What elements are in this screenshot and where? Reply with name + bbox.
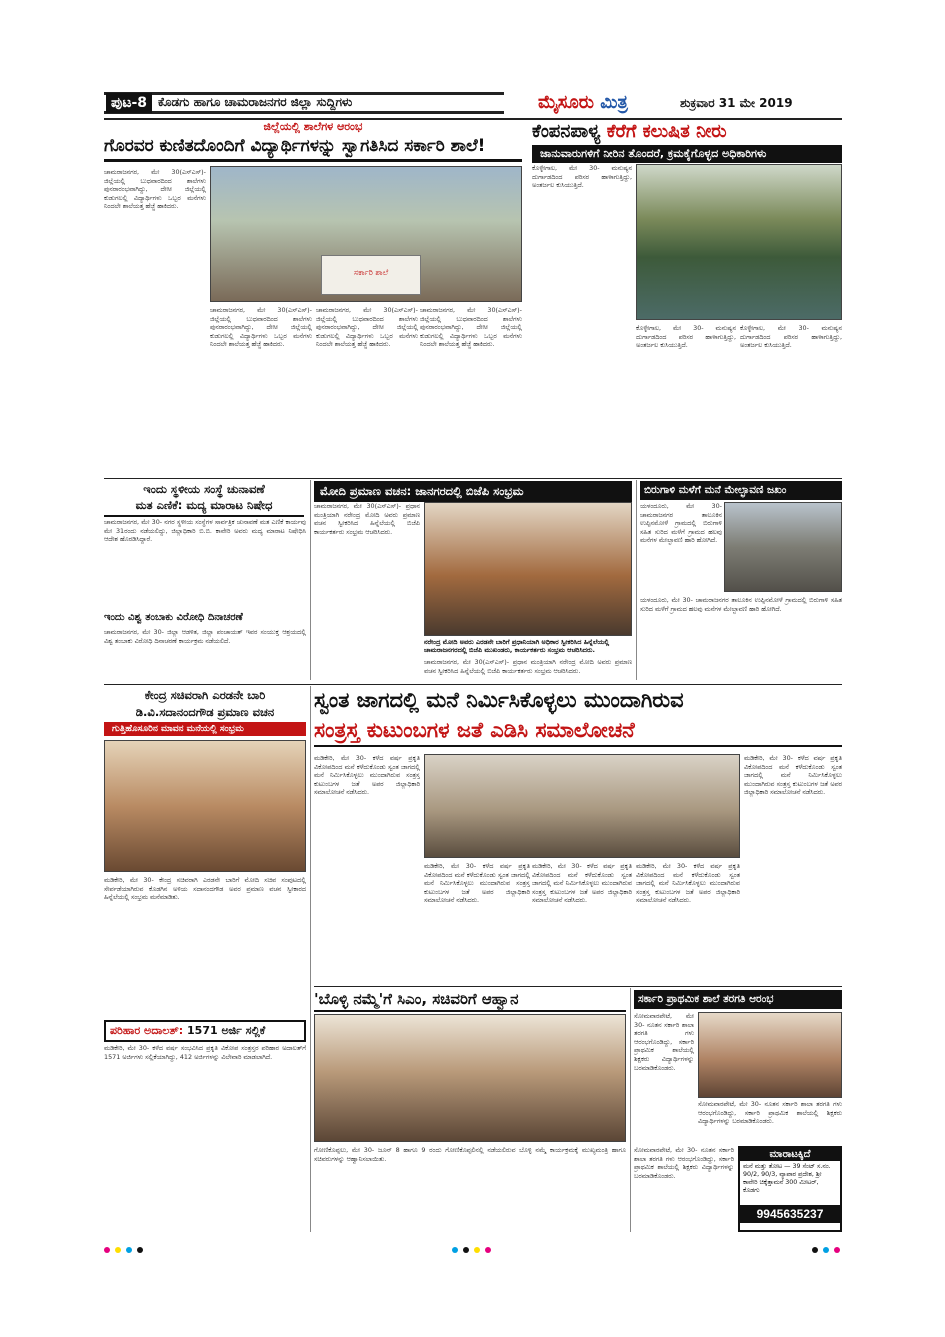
school-photo xyxy=(210,166,522,302)
modi-body: ಚಾಮರಾಜನಗರ, ಮೇ 30(ಎಸ್‌ಎಸ್)- ಪ್ರಧಾನ ಮಂತ್ರಿಯಾಗಿ ನರೇಂದ್ರ ಮೋದಿ ಅವರು ಪ್ರಮಾಣ ವಚನ ಸ್ವೀಕರಿಸಿದ ಹಿನ್ನೆಲೆಯಲ್ಲಿ ಬಿಜೆಪಿ ಕಾರ್ಯಕರ್ತರು ಸಂಭ್ರಮ ಆಚರಿಸಿದರು. xyxy=(314,502,420,536)
lake-body-col2: ಕೊಳ್ಳೇಗಾಲ, ಮೇ 30- ಮನುಷ್ಯನ ದುರ್ಗಾಡದಿಂದ ಪರಿಸರ ಹಾಳಾಗುತ್ತಿದ್ದು, ಅಂತರ್ಜಲ ಕುಸಿಯುತ್ತಿದೆ. xyxy=(636,324,736,350)
adc-body-col3: ಮಡಿಕೇರಿ, ಮೇ 30- ಕಳೆದ ವರ್ಷ ಪ್ರಕೃತಿ ವಿಕೋಪದಿಂದ ಮನೆ ಕಳೆದುಕೊಂಡು ಸ್ವಂತ ಜಾಗದಲ್ಲಿ ಮನೆ ನಿರ್ಮಿಸಿಕೊಳ್ಳಲು ಮುಂದಾಗಿರುವ ಸಂತ್ರಸ್ತ ಕುಟುಂಬಗಳ ಜತೆ ಅಪರ ಜಿಲ್ಲಾಧಿಕಾರಿ ಸಮಾಲೋಚನೆ ನಡೆಸಿದರು. xyxy=(532,862,632,905)
logo-part-a: ಮೈಸೂರು xyxy=(538,92,594,113)
lake-headline xyxy=(532,121,842,142)
wind-headline: ಬಿರುಗಾಳಿ ಮಳೆಗೆ ಮನೆ ಮೇಲ್ಛಾವಣಿ ಜಖಂ xyxy=(640,481,842,500)
lake-headline-a: ಕೆಂಪನಪಾಳ್ಯ xyxy=(532,121,601,142)
lake-headline-b: ಕೆರೆಗೆ ಕಲುಷಿತ ನೀರು xyxy=(606,121,727,142)
adalat-headline-b: 1571 ಅರ್ಜಿ ಸಲ್ಲಿಕೆ xyxy=(187,1024,266,1037)
divider xyxy=(310,686,311,1232)
minister-headline-1: ಕೇಂದ್ರ ಸಚಿವರಾಗಿ ಎರಡನೇ ಬಾರಿ xyxy=(144,688,266,702)
wind-body: ಯಳಂದೂರು, ಮೇ 30- ಚಾಮರಾಜನಗರ ತಾಲೂಕಿನ ಉಪ್ಪಿನಮೋಳೆ ಗ್ರಾಮದಲ್ಲಿ ಬಿರುಗಾಳಿ ಸಹಿತ ಸುರಿದ ಮಳೆಗೆ ಗ್ರಾಮದ ಹಲವು ಮನೆಗಳ ಮೇಲ್ಛಾವಣಿ ಹಾರಿ ಹೋಗಿದೆ. xyxy=(640,502,722,545)
govschool-headline: ಸರ್ಕಾರಿ ಪ್ರಾಥಮಿಕ ಶಾಲೆ ತರಗತಿ ಆರಂಭ xyxy=(634,990,842,1009)
lake-photo xyxy=(636,164,842,320)
classified-body: ಮನೆ ಮತ್ತು ತೋಟ — 39 ಸೆಂಟ್ ಸ.ನಂ. 90/2, 90/3, ವ್ಯಾಪಾರ ಪ್ರದೇಶ, ಶ್ರೀ ಕಾವೇರಿ ಚಿಕ್ಕೆತ್ತಾಮನೆ 300 ಮೀಟರ್, ಕೊಡಗು xyxy=(743,1163,831,1194)
row2-rule xyxy=(104,684,842,685)
govschool-body: ಸೋಮವಾರಪೇಟೆ, ಮೇ 30- ನೂತನ ಸರ್ಕಾರಿ ಶಾಲಾ ತರಗತಿ ಗಳು ಆರಂಭಗೊಂಡಿದ್ದು, ಸರ್ಕಾರಿ ಪ್ರಾಥಮಿಕ ಶಾಲೆಯಲ್ಲಿ ಶಿಕ್ಷಕರು ವಿದ್ಯಾರ್ಥಿಗಳನ್ನು ಬರಮಾಡಿಕೊಂಡರು. xyxy=(634,1012,694,1072)
divider xyxy=(636,480,637,680)
govschool-body-col2: ಸೋಮವಾರಪೇಟೆ, ಮೇ 30- ನೂತನ ಸರ್ಕಾರಿ ಶಾಲಾ ತರಗತಿ ಗಳು ಆರಂಭಗೊಂಡಿದ್ದು, ಸರ್ಕಾರಿ ಪ್ರಾಥಮಿಕ ಶಾಲೆಯಲ್ಲಿ ಶಿಕ್ಷಕರು ವಿದ್ಯಾರ್ಥಿಗಳನ್ನು ಬರಮಾಡಿಕೊಂಡರು. xyxy=(698,1100,842,1126)
minister-photo xyxy=(104,740,306,872)
adc-headline-1: ಸ್ವಂತ ಜಾಗದಲ್ಲಿ ಮನೆ ನಿರ್ಮಿಸಿಕೊಳ್ಳಲು ಮುಂದಾಗಿರುವ xyxy=(314,688,684,712)
modi-caption: ನರೇಂದ್ರ ಮೋದಿ ಅವರು ಎರಡನೇ ಬಾರಿಗೆ ಪ್ರಧಾನಿಯಾಗಿ ಅಧಿಕಾರ ಸ್ವೀಕರಿಸಿದ ಹಿನ್ನೆಲೆಯಲ್ಲಿ ಚಾಮರಾಜನಗರದಲ್ಲಿ ಬಿಜೆಪಿ ಮುಖಂಡರು, ಕಾರ್ಯಕರ್ತರು ಸಂಭ್ರಮ ಆಚರಿಸಿದರು. xyxy=(424,638,610,654)
adc-body-col4: ಮಡಿಕೇರಿ, ಮೇ 30- ಕಳೆದ ವರ್ಷ ಪ್ರಕೃತಿ ವಿಕೋಪದಿಂದ ಮನೆ ಕಳೆದುಕೊಂಡು ಸ್ವಂತ ಜಾಗದಲ್ಲಿ ಮನೆ ನಿರ್ಮಿಸಿಕೊಳ್ಳಲು ಮುಂದಾಗಿರುವ ಸಂತ್ರಸ್ತ ಕುಟುಂಬಗಳ ಜತೆ ಅಪರ ಜಿಲ್ಲಾಧಿಕಾರಿ ಸಮಾಲೋಚನೆ ನಡೆಸಿದರು. xyxy=(744,754,842,797)
classified-title: ಮಾರಾಟಕ್ಕಿದೆ xyxy=(740,1148,840,1161)
adc-headline-2: ಸಂತ್ರಸ್ತ ಕುಟುಂಬಗಳ ಜತೆ ಎಡಿಸಿ ಸಮಾಲೋಚನೆ xyxy=(314,718,842,747)
invite-photo xyxy=(314,1014,626,1142)
modi-headline: ಮೋದಿ ಪ್ರಮಾಣ ವಚನ: ಜಾನಗರದಲ್ಲಿ ಬಿಜೆಪಿ ಸಂಭ್ರಮ xyxy=(314,481,632,502)
school-headline: ಗೊರವರ ಕುಣಿತದೊಂದಿಗೆ ವಿದ್ಯಾರ್ಥಿಗಳನ್ನು ಸ್ವಾಗತಿಸಿದ ಸರ್ಕಾರಿ ಶಾಲೆ! xyxy=(104,136,522,162)
paper-logo xyxy=(538,92,628,113)
adc-body: ಮಡಿಕೇರಿ, ಮೇ 30- ಕಳೆದ ವರ್ಷ ಪ್ರಕೃತಿ ವಿಕೋಪದಿಂದ ಮನೆ ಕಳೆದುಕೊಂಡು ಸ್ವಂತ ಜಾಗದಲ್ಲಿ ಮನೆ ನಿರ್ಮಿಸಿಕೊಳ್ಳಲು ಮುಂದಾಗಿರುವ ಸಂತ್ರಸ್ತ ಕುಟುಂಬಗಳ ಜತೆ ಅಪರ ಜಿಲ್ಲಾಧಿಕಾರಿ ಸಮಾಲೋಚನೆ ನಡೆಸಿದರು. xyxy=(314,754,420,797)
modi-body-col2: ಚಾಮರಾಜನಗರ, ಮೇ 30(ಎಸ್‌ಎಸ್)- ಪ್ರಧಾನ ಮಂತ್ರಿಯಾಗಿ ನರೇಂದ್ರ ಮೋದಿ ಅವರು ಪ್ರಮಾಣ ವಚನ ಸ್ವೀಕರಿಸಿದ ಹಿನ್ನೆಲೆಯಲ್ಲಿ ಬಿಜೆಪಿ ಕಾರ್ಯಕರ್ತರು ಸಂಭ್ರಮ ಆಚರಿಸಿದರು. xyxy=(424,658,632,675)
logo-part-b: ಮಿತ್ರ xyxy=(600,92,628,113)
section-title: ಕೊಡಗು ಹಾಗೂ ಚಾಮರಾಜನಗರ ಜಿಲ್ಲಾ ಸುದ್ದಿಗಳು xyxy=(158,95,353,109)
adc-photo xyxy=(424,754,740,858)
tobacco-body: ಚಾಮರಾಜನಗರ, ಮೇ 30- ಜಿಲ್ಲಾ ಆಡಳಿತ, ಜಿಲ್ಲಾ ಪಂಚಾಯತ್ ಇವರ ಸಂಯುಕ್ತ ಆಶ್ರಯದಲ್ಲಿ ವಿಶ್ವ ತಂಬಾಕು ವಿರೋಧಿ ದಿನಾಚರಣೆ ಕಾರ್ಯಕ್ರಮ ನಡೆಯಲಿದೆ. xyxy=(104,628,306,645)
invite-headline: 'ಬೊಳ್ಳಿ ನಮ್ಮೆ'ಗೆ ಸಿಎಂ, ಸಚಿವರಿಗೆ ಆಹ್ವಾನ xyxy=(314,990,626,1012)
school-kicker: ಜಿಲ್ಲೆಯಲ್ಲಿ ಶಾಲೆಗಳ ಆರಂಭ xyxy=(263,120,363,133)
election-body: ಚಾಮರಾಜನಗರ, ಮೇ 30- ನಗರ ಸ್ಥಳೀಯ ಸಂಸ್ಥೆಗಳ ಸಾರ್ವತ್ರಿಕ ಚುನಾವಣೆ ಮತ ಎಣಿಕೆ ಕಾರ್ಯವು ಮೇ 31ರಂದು ನಡೆಯಲಿದ್ದು, ಜಿಲ್ಲಾಧಿಕಾರಿ ಬಿ.ಬಿ. ಕಾವೇರಿ ಅವರು ಮದ್ಯ ಮಾರಾಟ ನಿಷೇಧಿಸಿ ಆದೇಶ ಹೊರಡಿಸಿದ್ದಾರೆ. xyxy=(104,518,306,544)
lake-body-col3: ಕೊಳ್ಳೇಗಾಲ, ಮೇ 30- ಮನುಷ್ಯನ ದುರ್ಗಾಡದಿಂದ ಪರಿಸರ ಹಾಳಾಗುತ್ತಿದ್ದು, ಅಂತರ್ಜಲ ಕುಸಿಯುತ್ತಿದೆ. xyxy=(740,324,842,350)
classified-box xyxy=(738,1146,842,1232)
school-body: ಚಾಮರಾಜನಗರ, ಮೇ 30(ಎಸ್‌ಎಸ್)- ಜಿಲ್ಲೆಯಲ್ಲಿ ಬುಧವಾರದಿಂದ ಶಾಲೆಗಳು ಪುನರಾರಂಭವಾಗಿದ್ದು, ದೇಸೀ ಜಿಲ್ಲೆಯಲ್ಲಿ ಕುಡುಗಲಲ್ಲಿ ವಿದ್ಯಾರ್ಥಿಗಳು ಒಬ್ಬರ ಮನೆಗಳು ನಿಂದಲೇ ಶಾಲೆಯತ್ತ ಹೆಜ್ಜೆ ಹಾಕಿದರು. xyxy=(104,168,206,211)
lake-strip: ಜಾನುವಾರುಗಳಿಗೆ ನೀರಿನ ತೊಂದರೆ, ಕ್ರಮಕೈಗೊಳ್ಳದ ಅಧಿಕಾರಿಗಳು xyxy=(532,145,842,163)
adalat-body: ಮಡಿಕೇರಿ, ಮೇ 30- ಕಳೆದ ವರ್ಷ ಸಂಭವಿಸಿದ ಪ್ರಕೃತಿ ವಿಕೋಪ ಸಂತ್ರಸ್ತರ ಪರಿಹಾರ ಅದಾಲತ್‌ಗೆ 1571 ಅರ್ಜಿಗಳು ಸಲ್ಲಿಕೆಯಾಗಿದ್ದು, 412 ಅರ್ಜಿಗಳನ್ನು ವಿಲೇವಾರಿ ಮಾಡಲಾಗಿದೆ. xyxy=(104,1044,306,1061)
adalat-headline-a: ಪರಿಹಾರ ಅದಾಲತ್: xyxy=(110,1024,184,1037)
row3-rule xyxy=(314,986,842,987)
modi-photo xyxy=(424,502,632,636)
print-dots xyxy=(452,1238,491,1257)
school-banner: ಸರ್ಕಾರಿ ಶಾಲೆ xyxy=(321,255,421,295)
row1-rule xyxy=(104,478,842,479)
minister-headline-2: ಡಿ.ವಿ.ಸದಾನಂದಗೌಡ ಪ್ರಮಾಣ ವಚನ xyxy=(135,705,275,719)
election-headline-2: ಮತ ಎಣಿಕೆ: ಮದ್ಯ ಮಾರಾಟ ನಿಷೇಧ xyxy=(104,498,304,517)
divider xyxy=(630,988,631,1232)
adalat-headline xyxy=(104,1020,306,1042)
school-body-col4: ಚಾಮರಾಜನಗರ, ಮೇ 30(ಎಸ್‌ಎಸ್)- ಜಿಲ್ಲೆಯಲ್ಲಿ ಬುಧವಾರದಿಂದ ಶಾಲೆಗಳು ಪುನರಾರಂಭವಾಗಿದ್ದು, ದೇಸೀ ಜಿಲ್ಲೆಯಲ್ಲಿ ಕುಡುಗಲಲ್ಲಿ ವಿದ್ಯಾರ್ಥಿಗಳು ಒಬ್ಬರ ಮನೆಗಳು ನಿಂದಲೇ ಶಾಲೆಯತ್ತ ಹೆಜ್ಜೆ ಹಾಕಿದರು. xyxy=(420,306,522,349)
classified-phone: 9945635237 xyxy=(740,1205,840,1223)
minister-strip: ಗುತ್ತಿಹೊಸೂರಿನ ಮಾವನ ಮನೆಯಲ್ಲಿ ಸಂಭ್ರಮ xyxy=(104,722,306,736)
adc-body-col5: ಮಡಿಕೇರಿ, ಮೇ 30- ಕಳೆದ ವರ್ಷ ಪ್ರಕೃತಿ ವಿಕೋಪದಿಂದ ಮನೆ ಕಳೆದುಕೊಂಡು ಸ್ವಂತ ಜಾಗದಲ್ಲಿ ಮನೆ ನಿರ್ಮಿಸಿಕೊಳ್ಳಲು ಮುಂದಾಗಿರುವ ಸಂತ್ರಸ್ತ ಕುಟುಂಬಗಳ ಜತೆ ಅಪರ ಜಿಲ್ಲಾಧಿಕಾರಿ ಸಮಾಲೋಚನೆ ನಡೆಸಿದರು. xyxy=(636,862,740,905)
print-dots xyxy=(812,1238,840,1257)
school-body-col2: ಚಾಮರಾಜನಗರ, ಮೇ 30(ಎಸ್‌ಎಸ್)- ಜಿಲ್ಲೆಯಲ್ಲಿ ಬುಧವಾರದಿಂದ ಶಾಲೆಗಳು ಪುನರಾರಂಭವಾಗಿದ್ದು, ದೇಸೀ ಜಿಲ್ಲೆಯಲ್ಲಿ ಕುಡುಗಲಲ್ಲಿ ವಿದ್ಯಾರ್ಥಿಗಳು ಒಬ್ಬರ ಮನೆಗಳು ನಿಂದಲೇ ಶಾಲೆಯತ್ತ ಹೆಜ್ಜೆ ಹಾಕಿದರು. xyxy=(210,306,312,349)
govschool-body-col3: ಸೋಮವಾರಪೇಟೆ, ಮೇ 30- ನೂತನ ಸರ್ಕಾರಿ ಶಾಲಾ ತರಗತಿ ಗಳು ಆರಂಭಗೊಂಡಿದ್ದು, ಸರ್ಕಾರಿ ಪ್ರಾಥಮಿಕ ಶಾಲೆಯಲ್ಲಿ ಶಿಕ್ಷಕರು ವಿದ್ಯಾರ್ಥಿಗಳನ್ನು ಬರಮಾಡಿಕೊಂಡರು. xyxy=(634,1146,734,1180)
lake-body: ಕೊಳ್ಳೇಗಾಲ, ಮೇ 30- ಮನುಷ್ಯನ ದುರ್ಗಾಡದಿಂದ ಪರಿಸರ ಹಾಳಾಗುತ್ತಿದ್ದು, ಅಂತರ್ಜಲ ಕುಸಿಯುತ್ತಿದೆ. xyxy=(532,164,632,190)
adc-body-col2: ಮಡಿಕೇರಿ, ಮೇ 30- ಕಳೆದ ವರ್ಷ ಪ್ರಕೃತಿ ವಿಕೋಪದಿಂದ ಮನೆ ಕಳೆದುಕೊಂಡು ಸ್ವಂತ ಜಾಗದಲ್ಲಿ ಮನೆ ನಿರ್ಮಿಸಿಕೊಳ್ಳಲು ಮುಂದಾಗಿರುವ ಸಂತ್ರಸ್ತ ಕುಟುಂಬಗಳ ಜತೆ ಅಪರ ಜಿಲ್ಲಾಧಿಕಾರಿ ಸಮಾಲೋಚನೆ ನಡೆಸಿದರು. xyxy=(424,862,530,905)
print-dots xyxy=(104,1238,143,1257)
election-headline-1: ಇಂದು ಸ್ಥಳೀಯ ಸಂಸ್ಥೆ ಚುನಾವಣೆ xyxy=(143,482,265,496)
govschool-photo xyxy=(698,1012,842,1098)
wind-photo xyxy=(724,502,842,592)
minister-body: ಮಡಿಕೇರಿ, ಮೇ 30- ಕೇಂದ್ರ ಸಚಿವರಾಗಿ ಎರಡನೇ ಬಾರಿಗೆ ಮೋದಿ ಸಚಿವ ಸಂಪುಟದಲ್ಲಿ ಸೇರ್ಪಡೆಯಾಗಿರುವ ಕೊಡಗಿನ ಅಳಿಯ ಸದಾನಂದಗೌಡ ಅವರ ಪ್ರಮಾಣ ವಚನ ಸ್ವೀಕಾರದ ಹಿನ್ನೆಲೆಯಲ್ಲಿ ಸಂಭ್ರಮ ಮನೆಮಾಡಿತು. xyxy=(104,876,306,902)
wind-body-col2: ಯಳಂದೂರು, ಮೇ 30- ಚಾಮರಾಜನಗರ ತಾಲೂಕಿನ ಉಪ್ಪಿನಮೋಳೆ ಗ್ರಾಮದಲ್ಲಿ ಬಿರುಗಾಳಿ ಸಹಿತ ಸುರಿದ ಮಳೆಗೆ ಗ್ರಾಮದ ಹಲವು ಮನೆಗಳ ಮೇಲ್ಛಾವಣಿ ಹಾರಿ ಹೋಗಿದೆ. xyxy=(640,596,842,613)
page-number: ಪುಟ-8 xyxy=(106,93,152,113)
divider xyxy=(310,480,311,680)
invite-body: ಗೋಣಿಕೊಪ್ಪಲು, ಮೇ 30- ಜೂನ್ 8 ಹಾಗೂ 9 ರಂದು ಗೋಣಿಕೊಪ್ಪಲಿನಲ್ಲಿ ನಡೆಯಲಿರುವ ಬೊಳ್ಳಿ ನಮ್ಮೆ ಕಾರ್ಯಕ್ರಮಕ್ಕೆ ಮುಖ್ಯಮಂತ್ರಿ ಹಾಗೂ ಸಚಿವರುಗಳನ್ನು ಆಹ್ವಾನಿಸಲಾಯಿತು. xyxy=(314,1146,626,1163)
issue-date: ಶುಕ್ರವಾರ 31 ಮೇ 2019 xyxy=(680,96,793,110)
school-body-col3: ಚಾಮರಾಜನಗರ, ಮೇ 30(ಎಸ್‌ಎಸ್)- ಜಿಲ್ಲೆಯಲ್ಲಿ ಬುಧವಾರದಿಂದ ಶಾಲೆಗಳು ಪುನರಾರಂಭವಾಗಿದ್ದು, ದೇಸೀ ಜಿಲ್ಲೆಯಲ್ಲಿ ಕುಡುಗಲಲ್ಲಿ ವಿದ್ಯಾರ್ಥಿಗಳು ಒಬ್ಬರ ಮನೆಗಳು ನಿಂದಲೇ ಶಾಲೆಯತ್ತ ಹೆಜ್ಜೆ ಹಾಕಿದರು. xyxy=(316,306,418,349)
tobacco-subhead: ಇಂದು ವಿಶ್ವ ತಂಬಾಕು ವಿರೋಧಿ ದಿನಾಚರಣೆ xyxy=(104,612,243,623)
